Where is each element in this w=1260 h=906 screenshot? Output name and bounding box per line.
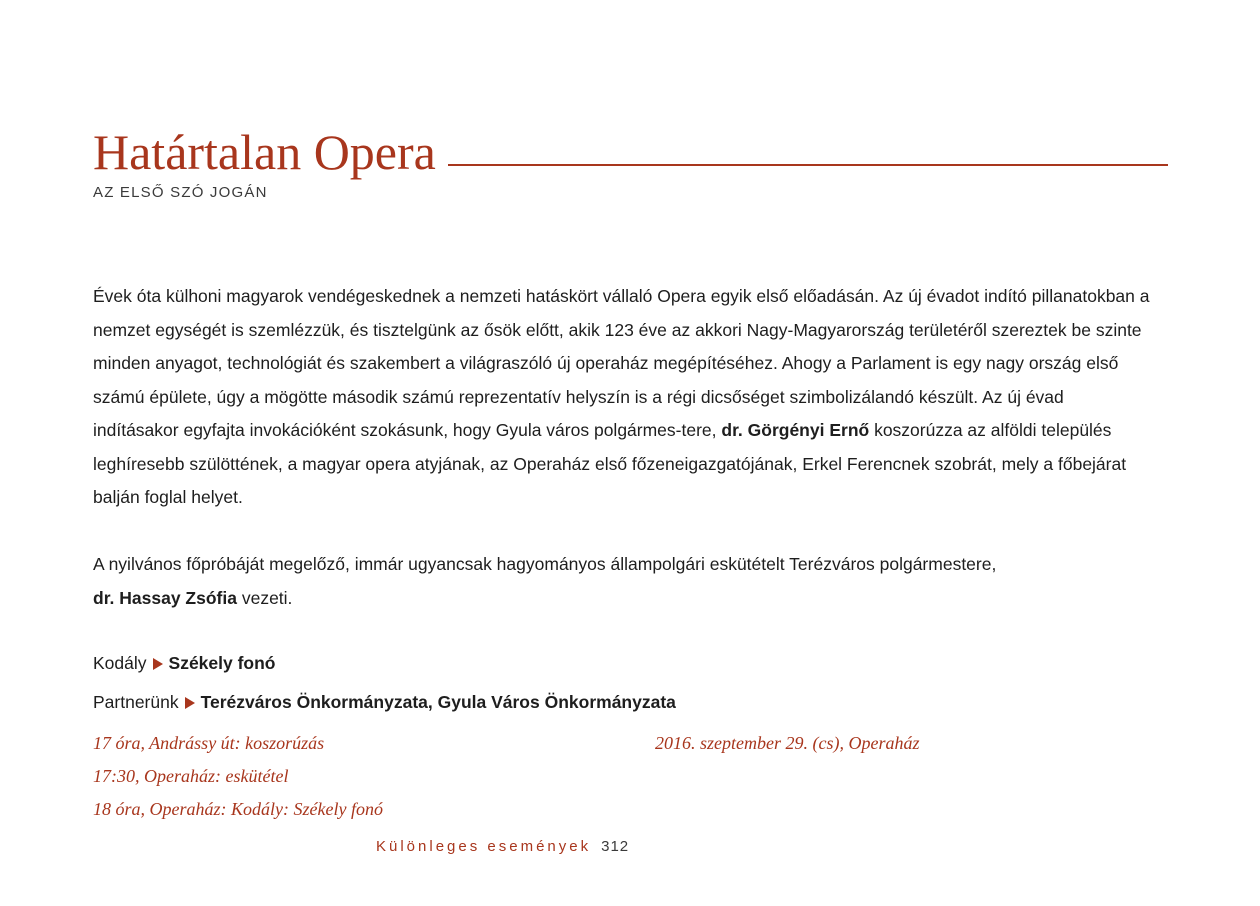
schedule-item: 17:30, Operaház: eskütétel <box>93 766 289 786</box>
partner-label: Partnerünk <box>93 692 179 712</box>
title-row <box>93 120 1168 180</box>
partner-value: Terézváros Önkormányzata, Gyula Város Önkormányzata <box>200 692 676 712</box>
page-subtitle: AZ ELSŐ SZÓ JOGÁN <box>93 184 268 201</box>
paragraph-2-name: dr. Hassay Zsófia <box>93 587 237 608</box>
footer-section: Különleges események <box>376 838 592 855</box>
paragraph-1-name: dr. Görgényi Ernő <box>721 420 870 440</box>
composer-label: Kodály <box>93 653 147 673</box>
title-rule <box>448 164 1168 166</box>
paragraph-2-part-1: A nyilvános főpróbáját megelőző, immár ugyancsak hagyományos állampolgári eskütételt Terézváros polgármestere, <box>93 554 997 574</box>
paragraph-2-part-2: vezeti. <box>236 587 293 608</box>
composer-line <box>93 650 276 676</box>
schedule-item: 18 óra, Operaház: Kodály: Székely fonó <box>93 799 383 819</box>
paragraph-1 <box>93 280 1153 515</box>
paragraph-1-part-2: koszorúzza az alföldi település leghíresebb szülöttének, a magyar opera atyjának, az Operaház első főzeneigazgatójának, Erkel Ferencnek szobrát, mely a főbejárat balján foglal helyet. <box>93 420 1127 507</box>
triangle-right-icon <box>153 658 163 670</box>
composer-work: Székely fonó <box>168 653 276 673</box>
date-venue: 2016. szeptember 29. (cs), Operaház <box>655 733 920 753</box>
page-number: 312 <box>601 838 630 855</box>
paragraph-1-part-1: Évek óta külhoni magyarok vendégeskednek a nemzeti hatáskört vállaló Opera egyik első előadásán. Az új évadot indító pillanatokban a nemzet egységét is szemlézzük, és tisztelgünk az ősök előtt, akik 123 éve az akkori Nagy-Magyarország területéről szereztek be szinte minden anyagot, technológiát és szakembert a világraszóló új operaház megépítéséhez. Ahogy a Parlament is egy nagy ország első számú épülete, úgy a mögötte második számú reprezentatív helyszín is a régi dicsőséget szimbolizálandó készült. Az új évad indításakor egyfajta invokációként szokásunk, hogy Gyula város polgármes-tere, <box>93 286 1150 440</box>
page-title: Határtalan Opera <box>93 124 436 180</box>
triangle-right-icon <box>185 697 195 709</box>
schedule-list <box>93 727 383 826</box>
body-text <box>93 280 1153 615</box>
footer <box>376 838 629 855</box>
partner-line <box>93 689 676 715</box>
schedule-item: 17 óra, Andrássy út: koszorúzás <box>93 733 325 753</box>
paragraph-2 <box>93 548 1153 615</box>
